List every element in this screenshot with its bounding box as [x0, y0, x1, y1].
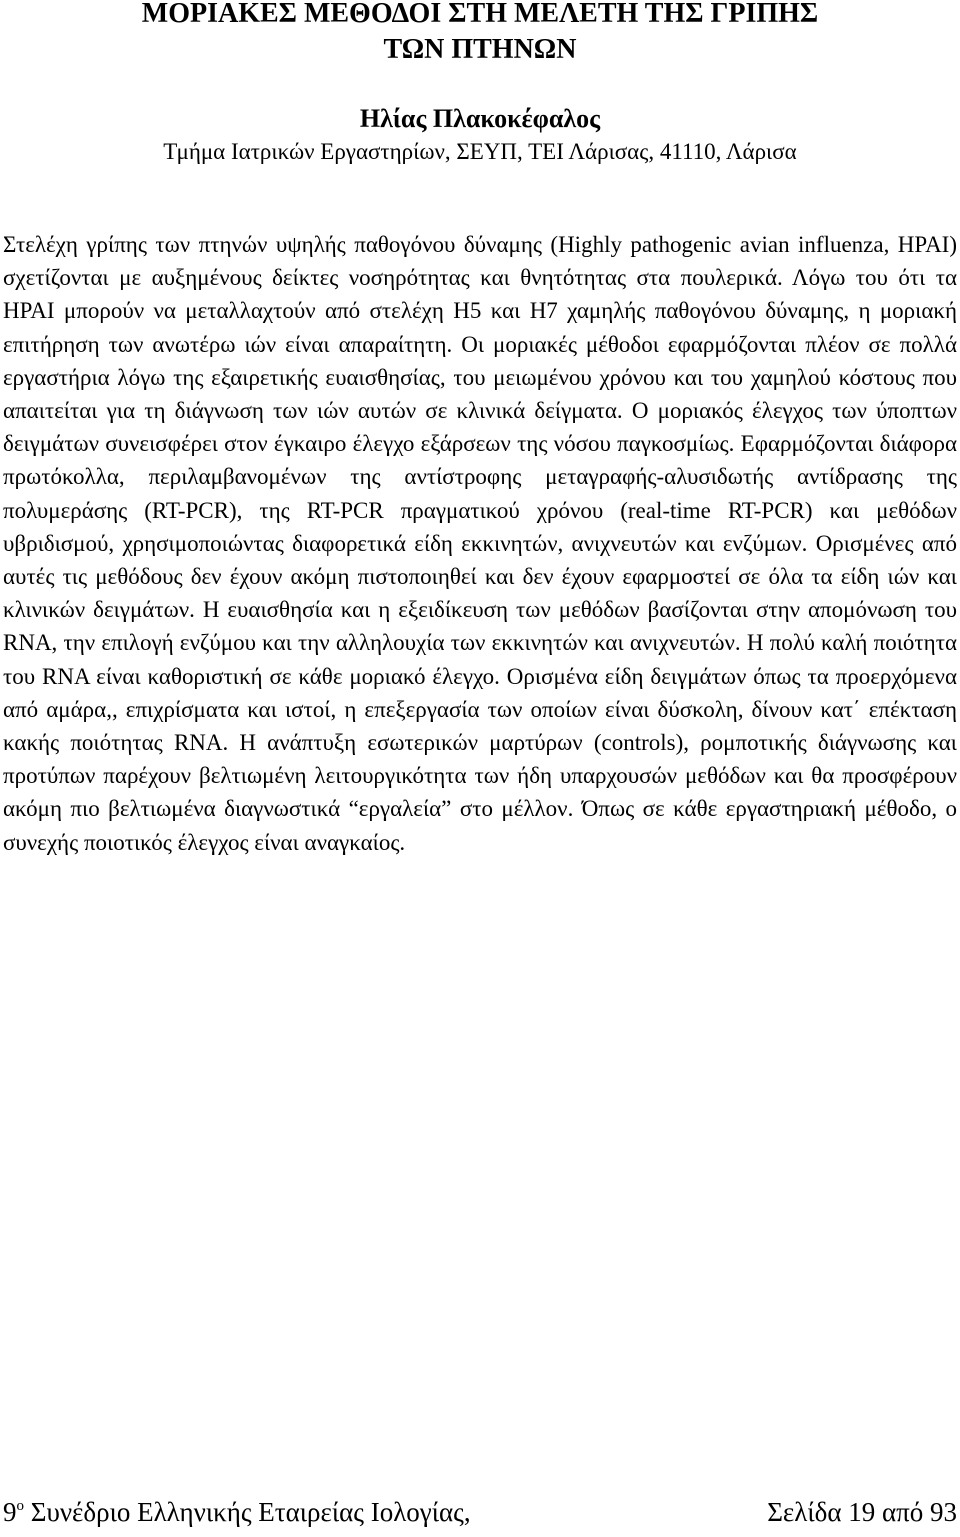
document-title-line-2: ΤΩΝ ΠΤΗΝΩΝ: [383, 34, 577, 65]
document-title-line-1: ΜΟΡΙΑΚΕΣ ΜΕΘΟΔΟΙ ΣΤΗ ΜΕΛΕΤΗ ΤΗΣ ΓΡΙΠΗΣ: [141, 0, 819, 29]
abstract-text: Στελέχη γρίπης των πτηνών υψηλής παθογόνου δύναμης (Highly pathogenic avian influenza, HPAI) σχετίζονται με αυξημένους δείκτες νοσηρότητας και θνητότητας στα πουλερικά. Λόγω του ότι τα HPAI μπορούν να μεταλλαχτούν από στελέχη H5 και H7 χαμηλής παθογόνου δύναμης, η μοριακή επιτήρηση των ανωτέρω ιών είναι απαραίτητη. Οι μοριακές μέθοδοι εφαρμόζονται πλέον σε πολλά εργαστήρια λόγω της εξαιρετικής ευαισθησίας, του μειωμένου χρόνου και του χαμηλού κόστους που απαιτείται για τη διάγνωση των ιών αυτών σε κλινικά δείγματα. Ο μοριακός έλεγχος των ύποπτων δειγμάτων συνεισφέρει στον έγκαιρο έλεγχο εξάρσεων της νόσου παγκοσμίως. Εφαρμόζονται διάφορα πρωτόκολλα, περιλαμβανομένων της αντίστροφης μεταγραφής-αλυσιδωτής αντίδρασης της πολυμεράσης (RT-PCR), της RT-PCR πραγματικού χρόνου (real-time RT-PCR) και μεθόδων υβριδισμού, χρησιμοποιώντας διαφορετικά είδη εκκινητών, ανιχνευτών και ενζύμων. Ορισμένες από αυτές τις μεθόδους δεν έχουν ακόμη πιστοποιηθεί και δεν έχουν εφαρμοστεί σε όλα τα είδη ιών και κλινικών δειγμάτων. Η ευαισθησία και η εξειδίκευση των μεθόδων βασίζονται στην απομόνωση του RNA, την επιλογή ενζύμου και την αλληλουχία των εκκινητών και ανιχνευτών. Η πολύ καλή ποιότητα του RNA είναι καθοριστική σε κάθε μοριακό έλεγχο. Ορισμένα είδη δειγμάτων όπως τα προερχόμενα από αμάρα,, επιχρίσματα και ιστοί, η επεξεργασία των οποίων είναι δύσκολη, δίνουν κατ΄ επέκταση κακής ποιότητας RNA. Η ανάπτυξη εσωτερικών μαρτύρων (controls), ρομποτικής διάγνωσης και προτύπων παρέχουν βελτιωμένη λειτουργικότητα των ήδη υπαρχουσών μεθόδων και θα προσφέρουν ακόμη πιο βελτιωμένα διαγνωστικά “εργαλεία” στο μέλλον. Όπως σε κάθε εργαστηριακή μέθοδο, ο συνεχής ποιοτικός έλεγχος είναι αναγκαίος.: [3, 232, 957, 855]
footer-page-number: Σελίδα 19 από 93: [767, 1497, 957, 1527]
author-name: Ηλίας Πλακοκέφαλος: [359, 104, 601, 133]
footer-conference: [3, 1494, 471, 1530]
conference-ordinal: ο: [16, 1498, 24, 1514]
conference-name: Συνέδριο Ελληνικής Εταιρείας Ιολογίας,: [24, 1497, 471, 1527]
conference-number: 9: [3, 1497, 17, 1527]
author-affiliation: Τμήμα Ιατρικών Εργαστηρίων, ΣΕΥΠ, ΤΕΙ Λάρισας, 41110, Λάρισα: [163, 139, 797, 164]
